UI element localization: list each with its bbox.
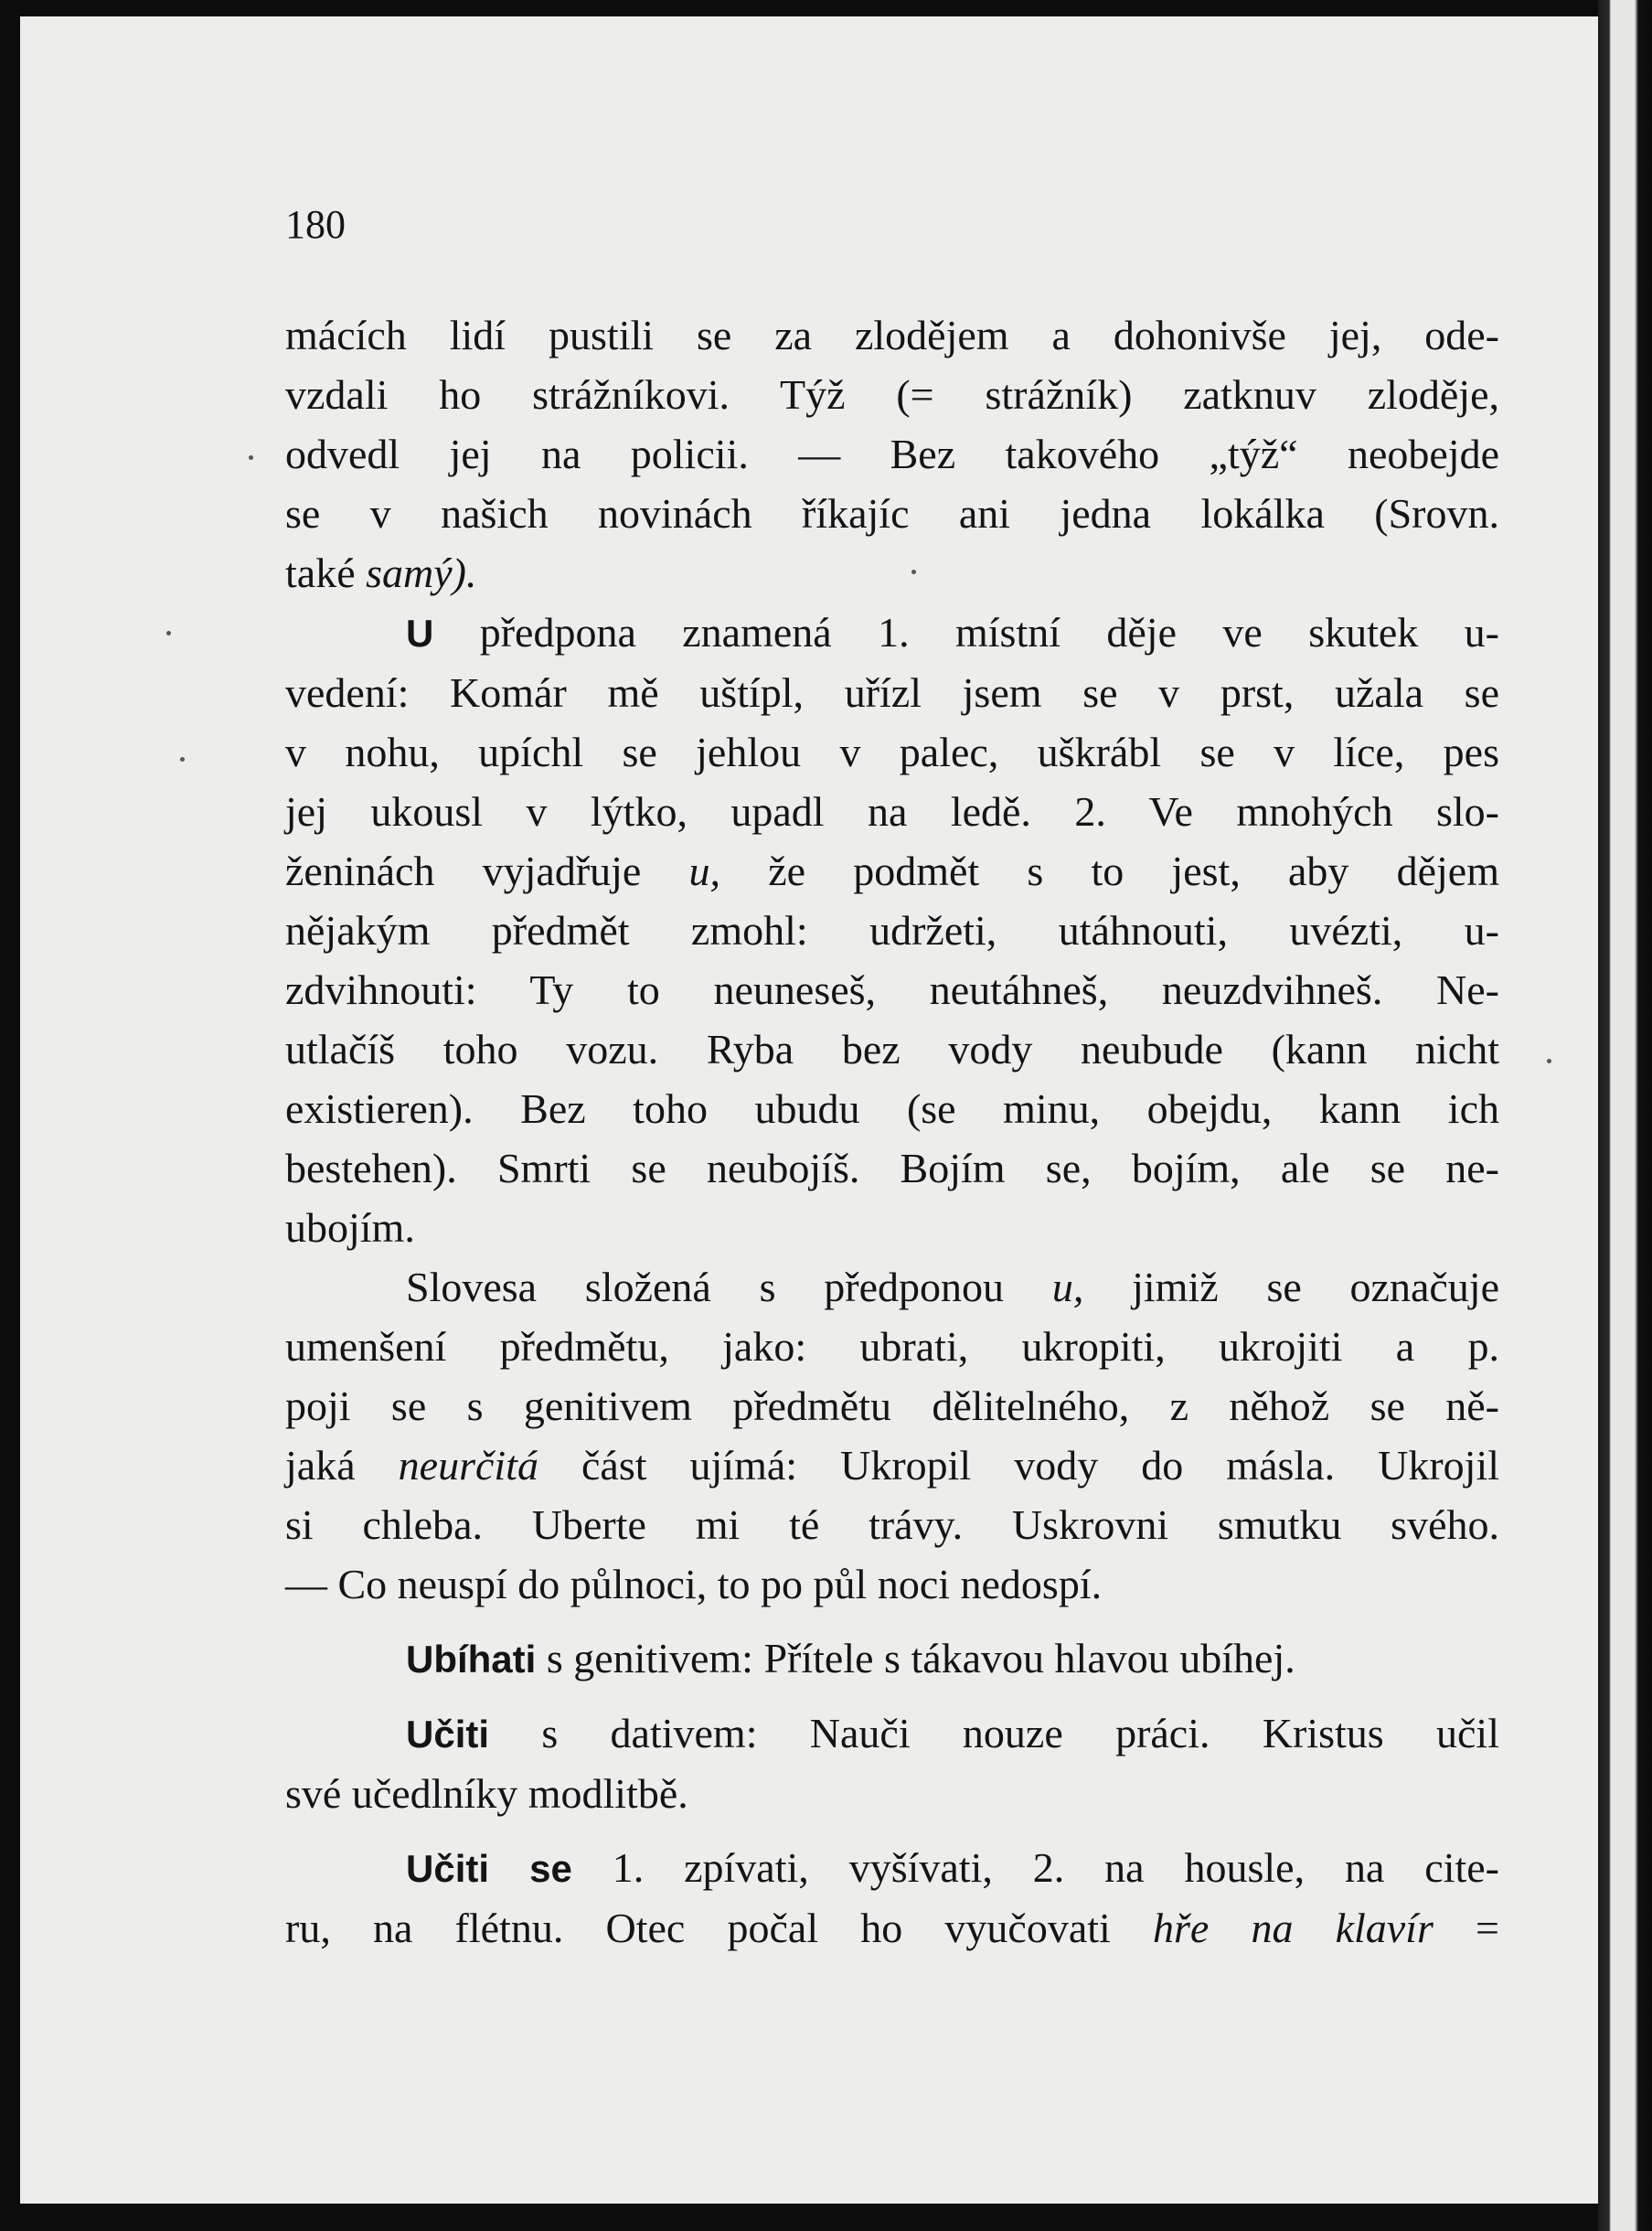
text-line [285,603,1499,663]
italic-term: u, [1051,1264,1084,1310]
text-line: — Co neuspí do půlnoci, to po půl noci nedospí. [285,1561,1103,1607]
book-page [20,16,1598,2204]
page-text [285,197,1499,1958]
text-run: také [285,550,367,596]
entry-ubihati [285,1628,1499,1689]
paragraph-1 [285,305,1499,603]
text-line: utlačíš toho vozu. Ryba bez vody neubude (kann nicht [285,1026,1499,1073]
scan-speck [249,455,253,460]
text-line: poji se s genitivem předmětu dělitelného, z něhož se ně- [285,1382,1499,1429]
text-line [285,543,1499,603]
text-line [285,1898,1499,1958]
text-run: část ujímá: Ukropil vody do másla. Ukrojil [538,1442,1499,1489]
text-run: jimiž se označuje [1083,1264,1499,1310]
text-run: Slovesa složená s předponou [406,1264,1052,1310]
entry-uciti-se [285,1838,1499,1958]
entry-headword: Učiti se [406,1847,572,1890]
text-run: s dativem: Nauči nouze práci. Kristus učil [489,1710,1499,1756]
scan-speck [911,570,916,574]
text-line: vedení: Komár mě uštípl, uřízl jsem se v prst, užala se [285,669,1499,716]
page-number: 180 [285,202,346,247]
text-run: předpona znamená 1. místní děje ve skutek u- [433,609,1499,656]
text-line: vzdali ho strážníkovi. Týž (= strážník) zatknuv zloděje, [285,371,1499,418]
entry-headword: Ubíhati [406,1638,537,1681]
text-run: = [1433,1905,1500,1951]
entry-headword: U [406,612,434,655]
text-line: si chleba. Uberte mi té trávy. Uskrovni smutku svého. [285,1501,1499,1548]
entry-headword: Učiti [406,1713,490,1756]
entry-uciti [285,1703,1499,1823]
scan-speck [166,631,171,635]
text-line: se v našich novinách říkajíc ani jedna lokálka (Srovn. [285,490,1499,537]
text-line: nějakým předmět zmohl: udržeti, utáhnouti, uvézti, u- [285,907,1499,954]
text-line: mácích lidí pustili se za zlodějem a dohonivše jej, ode- [285,312,1499,358]
text-line: existieren). Bez toho ubudu (se minu, obejdu, kann ich [285,1085,1499,1132]
italic-term: hře na klavír [1152,1905,1434,1951]
text-run: ru, na flétnu. Otec počal ho vyučovati [285,1905,1153,1951]
text-run: 1. zpívati, vyšívati, 2. na housle, na cite- [571,1844,1500,1891]
scan-speck [1547,1059,1551,1063]
text-line [285,1838,1499,1898]
text-run: s genitivem: Přítele s tákavou hlavou ubíhej. [536,1635,1295,1681]
text-line [285,1628,1499,1689]
text-line [285,1257,1499,1317]
text-line [285,1436,1499,1495]
text-line: jej ukousl v lýtko, upadl na ledě. 2. Ve mnohých slo- [285,788,1499,835]
scan-speck [180,757,185,762]
text-line: umenšení předmětu, jako: ubrati, ukropiti, ukrojiti a p. [285,1323,1499,1370]
paragraph-slovesa [285,1257,1499,1614]
text-line: bestehen). Smrti se neubojíš. Bojím se, bojím, ale se ne- [285,1145,1499,1191]
text-run: že podmět s to jest, aby dějem [720,848,1499,894]
italic-term: u, [688,848,721,894]
text-line [285,1703,1499,1764]
book-binding-edge [1598,0,1652,2231]
paragraph-u-prefix [285,603,1499,1257]
text-line: ubojím. [285,1204,415,1251]
text-run: ženinách vyjadřuje [285,848,689,894]
text-line: zdvihnouti: Ty to neuneseš, neutáhneš, neuzdvihneš. Ne- [285,966,1499,1013]
italic-term: samý). [366,550,477,596]
text-line [285,841,1499,901]
text-run: jaká [285,1442,399,1489]
text-line: v nohu, upíchl se jehlou v palec, uškrábl se v líce, pes [285,729,1499,775]
text-line: své učedlníky modlitbě. [285,1770,688,1817]
text-line: odvedl jej na policii. — Bez takového „týž“ neobejde [285,431,1499,477]
italic-term: neurčitá [398,1442,538,1489]
